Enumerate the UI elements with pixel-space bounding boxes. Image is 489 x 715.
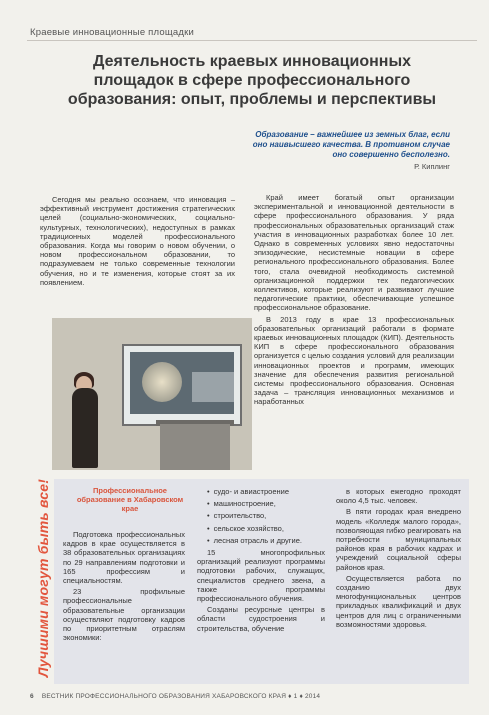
sidebar-heading: Профессиональное образование в Хабаровском крае bbox=[76, 486, 184, 513]
journal-name: ВЕСТНИК ПРОФЕССИОНАЛЬНОГО ОБРАЗОВАНИЯ ХАБАРОВСКОГО КРАЯ ♦ 1 ♦ 2014 bbox=[41, 693, 321, 700]
sidebar-col3-paragraph-3: Осуществляется работа по созданию двух многофункциональных центров прикладных квалификаций и двух центров для лиц с ограниченными возможностями здоровья. bbox=[336, 573, 461, 629]
epigraph-quote: Образование – важнейшее из земных благ, если оно наивысшего качества. В противном случае оно совершенно бесполезно. bbox=[252, 130, 450, 159]
right-paragraph-1: Край имеет богатый опыт организации экспериментальной и инновационной деятельности в сфере профессионального образования. У ряда профессиональных образовательных организаций стаж участия в инновационных разработках более 10 лет. Однако в современных условиях явно недостаточны эпизодические, несистемные новации в сфере регионального профессионального образования. Более того, стала очевидной необходимость системной организационной поддержки тех педагогических коллективов, которые реализуют и развивают лучшие педагогические практики, обеспечивающие успешное профессиональное образование. bbox=[254, 193, 454, 313]
article-title: Деятельность краевых инновационных площадок в сфере профессионального образования: опыт, проблемы и перспективы bbox=[67, 53, 437, 108]
projector-screen bbox=[122, 344, 242, 426]
epigraph-author: Р. Киплинг bbox=[414, 162, 450, 171]
vertical-title-text: Лучшими могут быть все! bbox=[35, 478, 51, 678]
sidebar-col1-paragraph-2: 23 профильные профессиональные образовательные организации осуществляют подготовку кадров по приоритетным отраслям экономики: bbox=[63, 587, 185, 643]
sidebar-col2-paragraph-1: 15 многопрофильных организаций реализуют программы подготовки рабочих, служащих, специалистов среднего звена, а также программы профессионального обучения. bbox=[197, 548, 325, 604]
list-item: • сельское хозяйство, bbox=[207, 524, 325, 533]
sidebar-column-1 bbox=[63, 530, 185, 644]
header-divider bbox=[27, 40, 477, 41]
right-paragraph-2: В 2013 году в крае 13 профессиональных образовательных организаций работали в формате краевых инновационных площадок (КИП). Деятельность КИП в сфере профессионального образования организуется с целью создания условий для реализации инновационных проектов и программ, имеющих значение для обеспечения развития региональной системы профессионального образования. Основная задача – трансляция инновационных механизмов и наработанных bbox=[254, 314, 454, 407]
slide-graphic bbox=[142, 362, 182, 402]
sidebar-col2-paragraph-2: Созданы ресурсные центры в области судостроения и строительства, обучение bbox=[197, 605, 325, 633]
section-label: Краевые инновационные площадки bbox=[30, 27, 194, 38]
list-item: • строительство, bbox=[207, 511, 325, 520]
sidebar-vertical-title bbox=[28, 478, 54, 687]
sidebar-col3-paragraph-1: в которых ежегодно проходят около 4,5 тыс. человек. bbox=[336, 487, 461, 506]
page-footer bbox=[30, 693, 470, 700]
sidebar-column-3 bbox=[336, 487, 461, 631]
desk bbox=[160, 424, 230, 470]
list-item: • лесная отрасль и другие. bbox=[207, 536, 325, 545]
classroom-photo bbox=[52, 318, 252, 470]
page-number: 6 bbox=[30, 693, 34, 700]
slide-text-block bbox=[192, 372, 234, 402]
sidebar-column-2 bbox=[197, 487, 325, 635]
industry-list bbox=[197, 487, 325, 545]
list-item: • машиностроение, bbox=[207, 499, 325, 508]
slide bbox=[130, 352, 234, 414]
list-item: • судо- и авиастроение bbox=[207, 487, 325, 496]
left-paragraph: Сегодня мы реально осознаем, что инновация – эффективный инструмент достижения стратегических целей (социально-экономических, социально-культурных, технологических), недоступных в рамках традиционных моделей профессионального образования. Когда мы говорим о новом обучении, о новом профессиональном образовании, то подразумеваем не только современные технологии обучения, но и те изменения, которые стоят за их появлением. bbox=[40, 195, 235, 287]
left-column bbox=[40, 195, 235, 289]
sidebar-col3-paragraph-2: В пяти городах края внедрено модель «Колледж малого города», позволяющая гибко реагировать на потребности муниципальных районов края в рабочих кадрах и учреждений социальной сферы районов края. bbox=[336, 507, 461, 572]
sidebar-col1-paragraph-1: Подготовка профессиональных кадров в крае осуществляется в 38 образовательных организациях по 29 направлениям подготовки и 165 профессиям и специальностям. bbox=[63, 530, 185, 586]
right-column bbox=[254, 193, 454, 409]
presenter bbox=[72, 388, 98, 468]
